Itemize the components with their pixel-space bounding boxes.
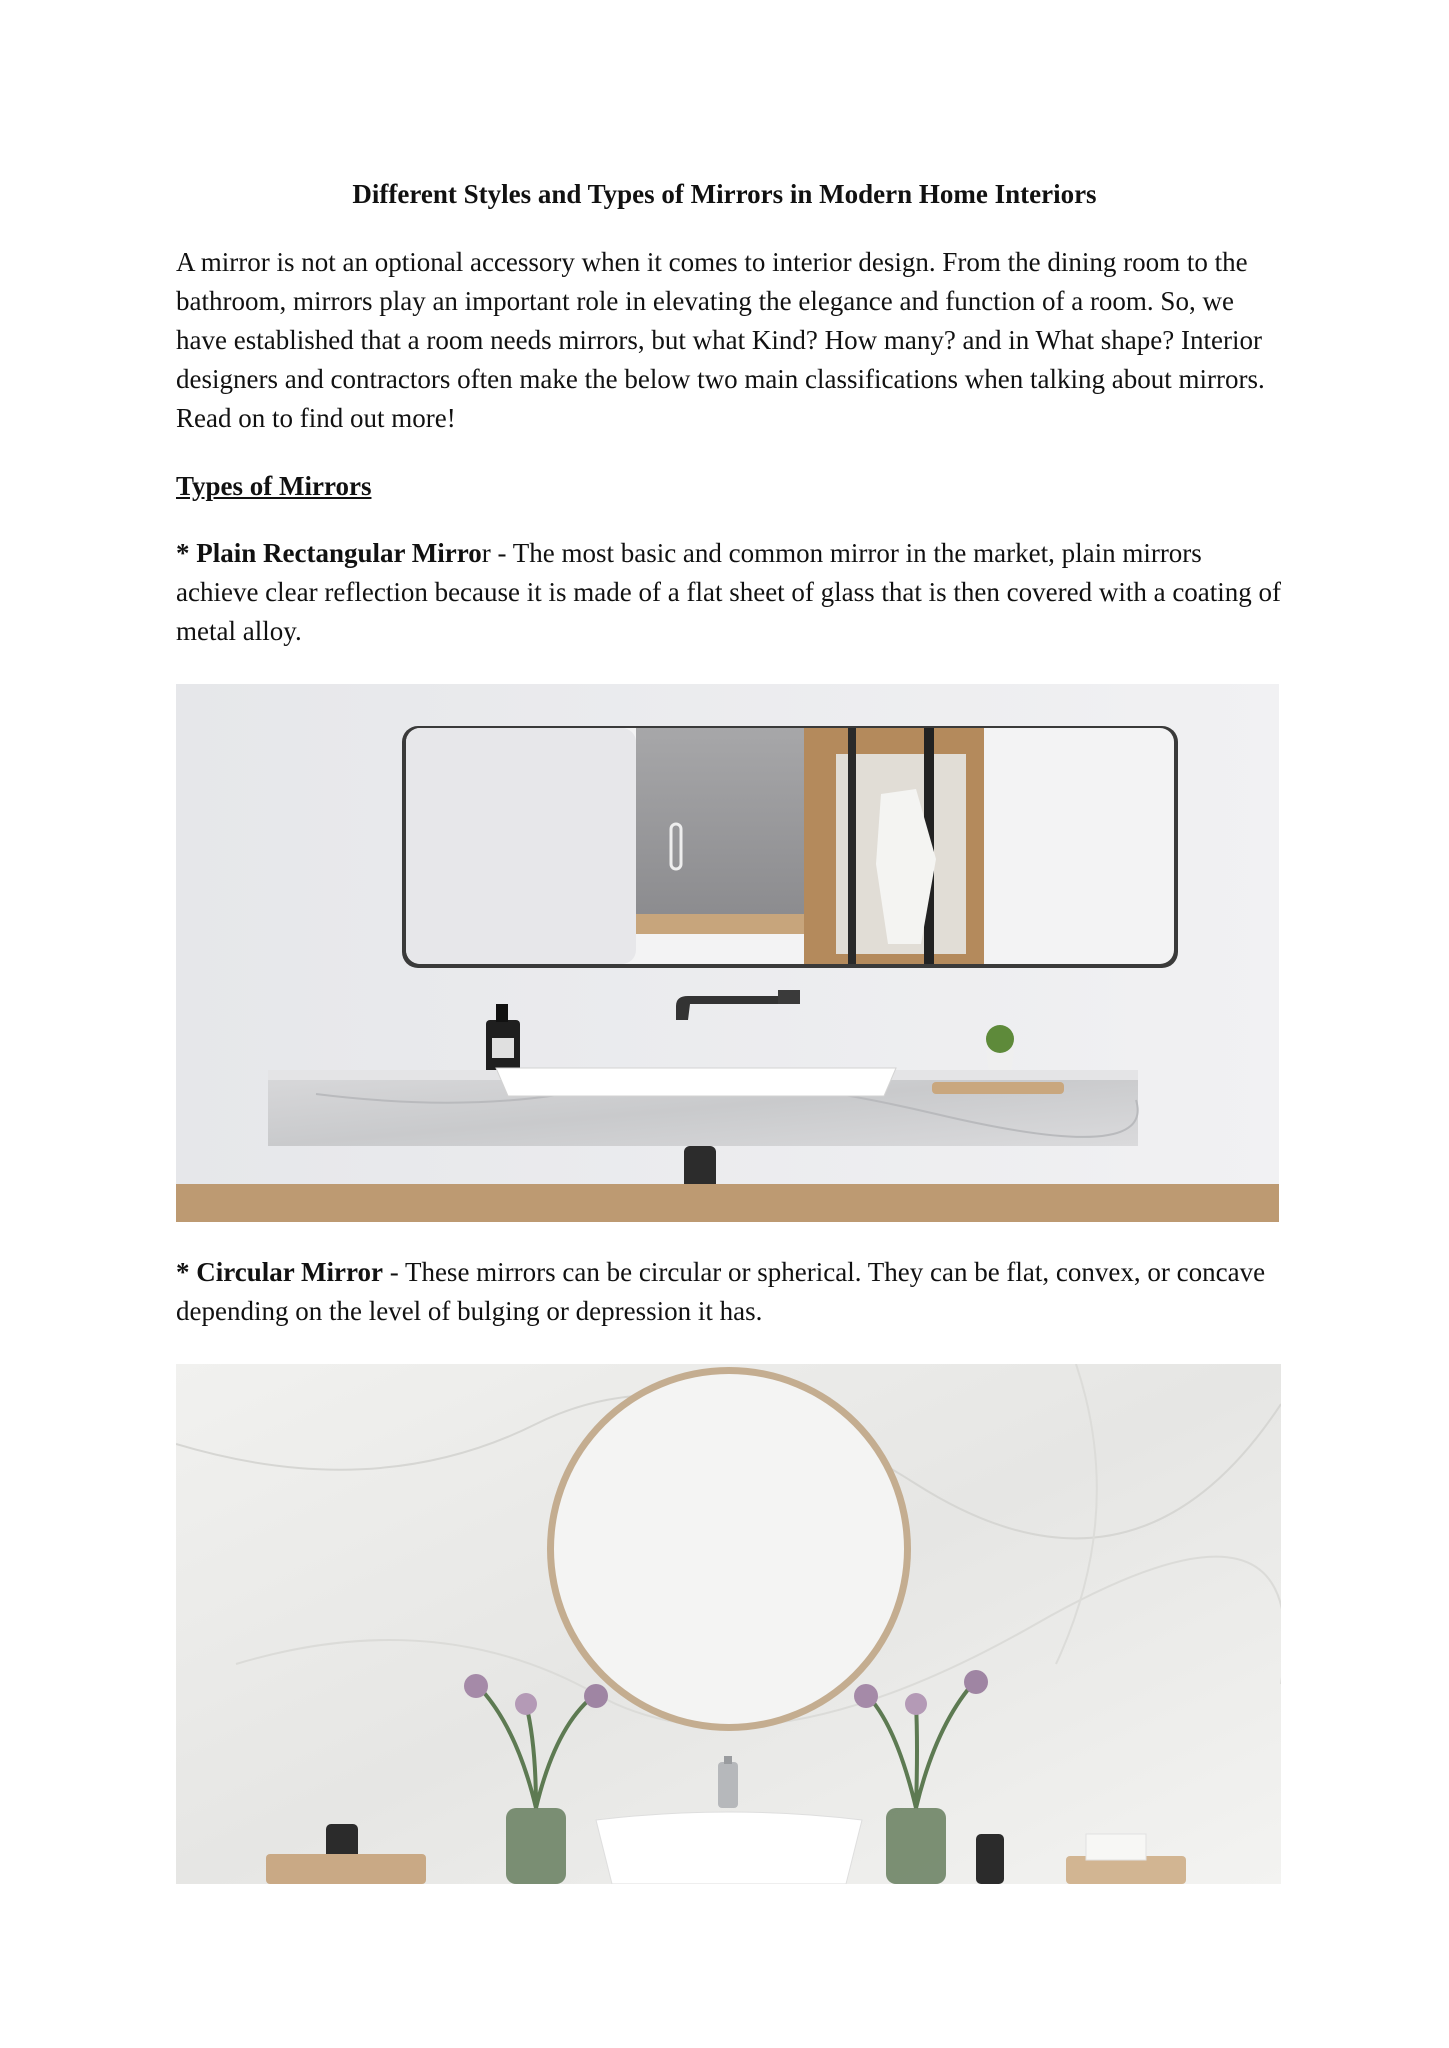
item-name: Plain Rectangular Mirro bbox=[196, 538, 482, 568]
bullet-marker: * bbox=[176, 1257, 197, 1287]
section-heading: Types of Mirrors bbox=[176, 471, 372, 501]
bullet-marker: * bbox=[176, 538, 197, 568]
page-title: Different Styles and Types of Mirrors in Modern Home Interiors bbox=[352, 179, 1097, 209]
rectangular-mirror-paragraph bbox=[176, 534, 1286, 651]
bathroom-vanity-illustration bbox=[176, 684, 1279, 1222]
item-name: Circular Mirror bbox=[196, 1257, 383, 1287]
item-name-tail: r bbox=[481, 538, 491, 568]
item-description: - The most basic and common mirror in the market, plain mirrors achieve clear reflection because it is made of a flat sheet of glass that is then covered with a coating of metal alloy. bbox=[176, 538, 1282, 646]
item-description: - These mirrors can be circular or spherical. They can be flat, convex, or concave depending on the level of bulging or depression it has. bbox=[176, 1257, 1266, 1326]
circular-mirror-photo bbox=[176, 1364, 1281, 1884]
rectangular-mirror-photo bbox=[176, 684, 1279, 1222]
marble-bathroom-illustration bbox=[176, 1364, 1281, 1884]
circular-mirror-paragraph bbox=[176, 1253, 1286, 1331]
intro-paragraph: A mirror is not an optional accessory when it comes to interior design. From the dining room to the bathroom, mirrors play an important role in elevating the elegance and function of a room. So, we have established that a room needs mirrors, but what Kind? How many? and in What shape? Interior designers and contractors often make the below two main classifications when talking about mirrors. Read on to find out more! bbox=[176, 247, 1265, 433]
